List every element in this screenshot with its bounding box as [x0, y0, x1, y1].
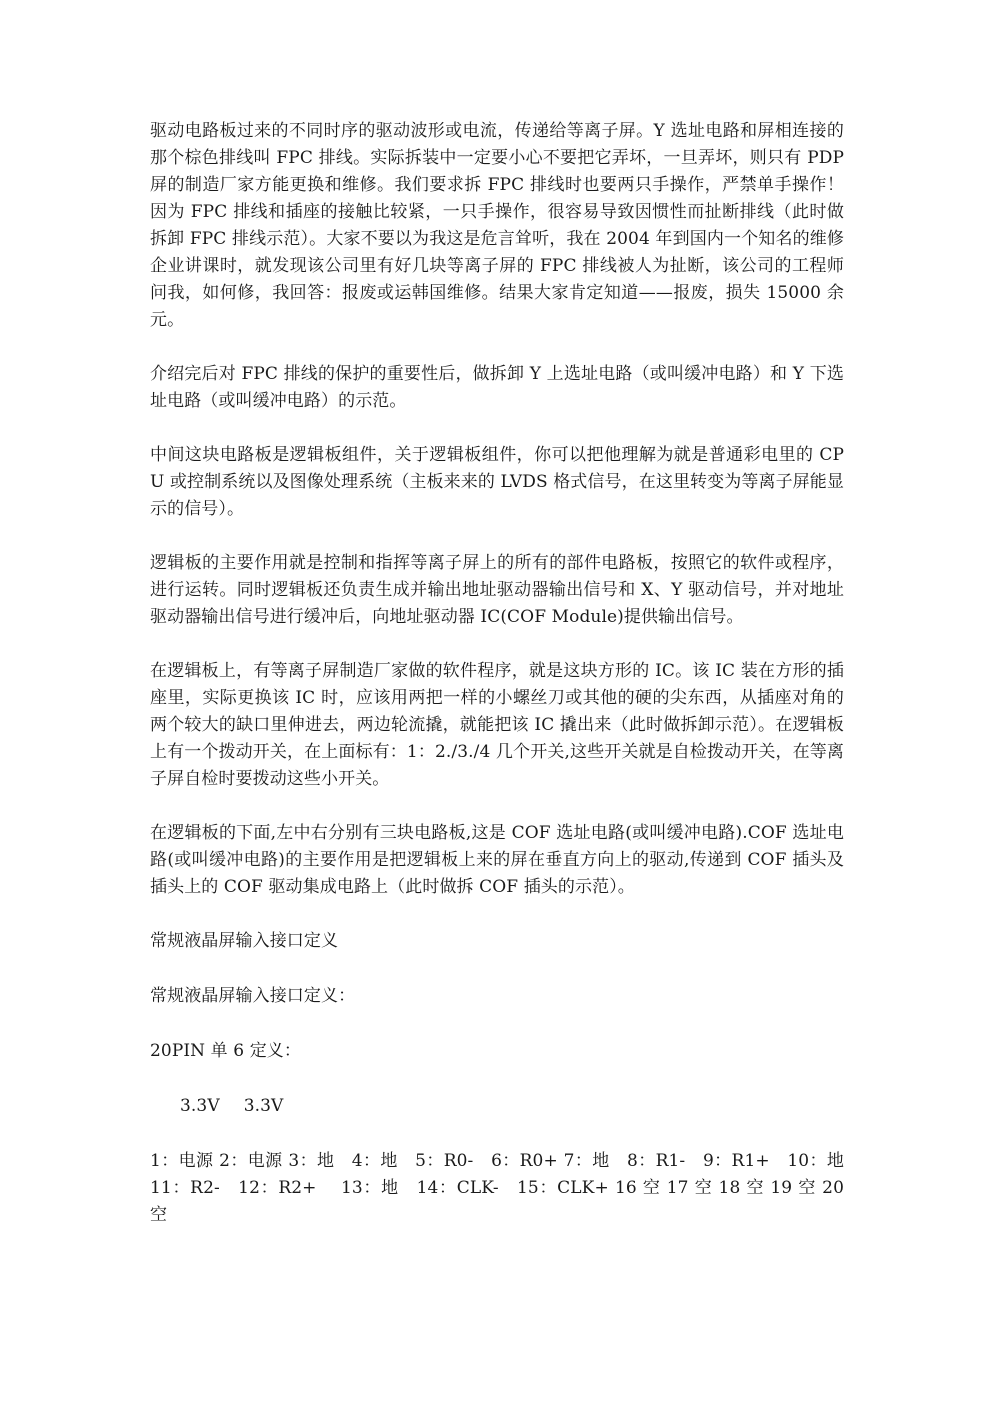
section-subheading: 常规液晶屏输入接口定义：	[150, 986, 356, 1006]
pin-definition-title: 20PIN 单 6 定义：	[150, 1041, 301, 1061]
voltage-line	[150, 1093, 844, 1120]
paragraph-logic-board-ic: 在逻辑板上，有等离子屏制造厂家做的软件程序，就是这块方形的 IC。该 IC 装在方形的插座里，实际更换该 IC 时，应该用两把一样的小螺丝刀或其他的硬的尖东西，从插座对角的两个较大的缺口里伸进去，两边轮流撬，就能把该 IC 撬出来（此时做拆卸示范）。在逻辑板上有一个拨动开关，在上面标有：1：2./3./4 几个开关,这些开关就是自检拨动开关，在等离子屏自检时要拨动这些小开关。	[150, 661, 844, 789]
paragraph-logic-board-intro: 中间这块电路板是逻辑板组件，关于逻辑板组件，你可以把他理解为就是普通彩电里的 CPU 或控制系统以及图像处理系统（主板来来的 LVDS 格式信号，在这里转变为等离子屏能显示的信号）。	[150, 445, 844, 519]
paragraph-fpc-cable: 驱动电路板过来的不同时序的驱动波形或电流，传递给等离子屏。Y 选址电路和屏相连接的那个棕色排线叫 FPC 排线。实际拆装中一定要小心不要把它弄坏，一旦弄坏，则只有 PDP 屏的制造厂家方能更换和维修。我们要求拆 FPC 排线时也要两只手操作，严禁单手操作！因为 FPC 排线和插座的接触比较紧，一只手操作，很容易导致因惯性而扯断排线（此时做拆卸 FPC 排线示范）。大家不要以为我这是危言耸听，我在 2004 年到国内一个知名的维修企业讲课时，就发现该公司里有好几块等离子屏的 FPC 排线被人为扯断，该公司的工程师问我，如何修，我回答：报废或运韩国维修。结果大家肯定知道——报废，损失 15000 余元。	[150, 121, 844, 330]
section-heading: 常规液晶屏输入接口定义	[150, 931, 339, 951]
voltage-value: 3.3V	[243, 1096, 284, 1116]
paragraph-logic-board-function: 逻辑板的主要作用就是控制和指挥等离子屏上的所有的部件电路板，按照它的软件或程序，进行运转。同时逻辑板还负责生成并输出地址驱动器输出信号和 X、Y 驱动信号，并对地址驱动器输出信号进行缓冲后，向地址驱动器 IC(COF Module)提供输出信号。	[150, 553, 844, 627]
paragraph-cof-address: 在逻辑板的下面,左中右分别有三块电路板,这是 COF 选址电路(或叫缓冲电路).COF 选址电路(或叫缓冲电路)的主要作用是把逻辑板上来的屏在垂直方向上的驱动,传递到 COF 插头及插头上的 COF 驱动集成电路上（此时做拆 COF 插头的示范）。	[150, 823, 844, 897]
paragraph-y-address-demo: 介绍完后对 FPC 排线的保护的重要性后，做拆卸 Y 上选址电路（或叫缓冲电路）和 Y 下选址电路（或叫缓冲电路）的示范。	[150, 364, 844, 411]
pin-list: 1：电源 2：电源 3：地 4：地 5：R0- 6：R0+ 7：地 8：R1- 9：R1+ 10：地 11：R2- 12：R2+ 13：地 14：CLK- 15：CLK+ 16 空 17 空 18 空 19 空 20 空	[150, 1151, 862, 1225]
document-page	[150, 118, 862, 1256]
voltage-value: 3.3V	[180, 1096, 220, 1116]
